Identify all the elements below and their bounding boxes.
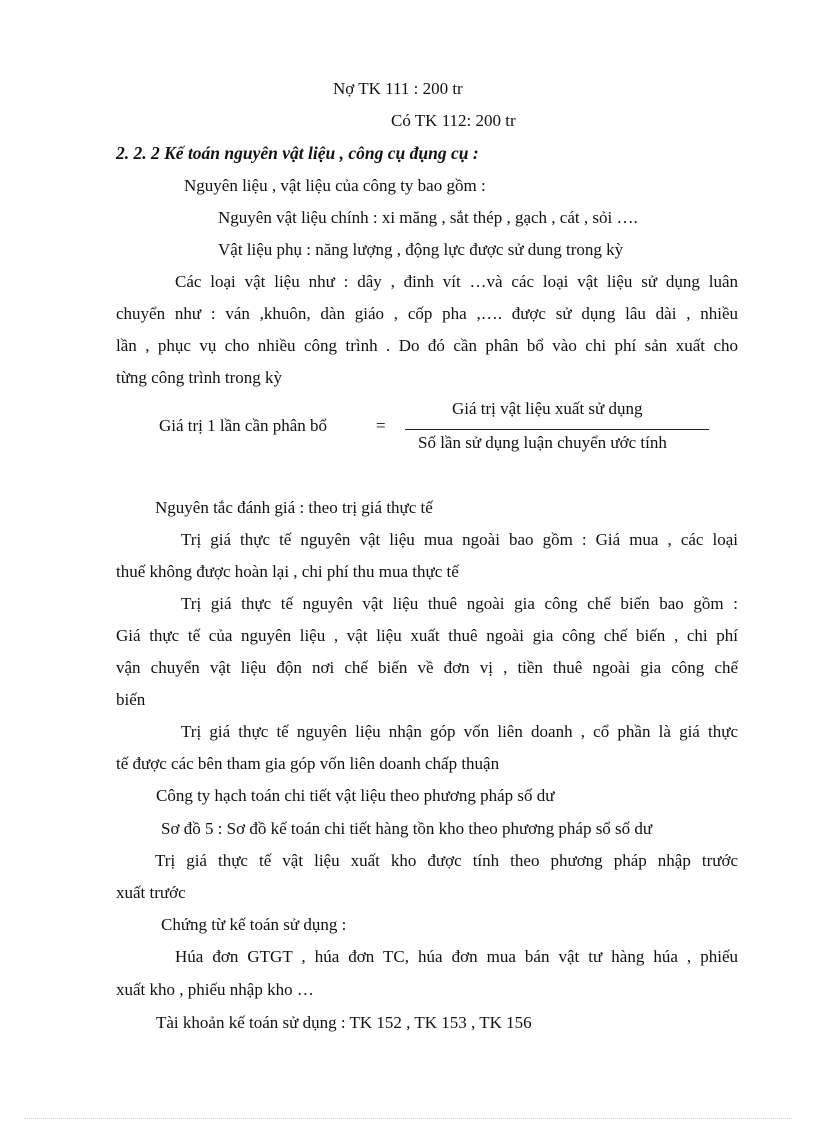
formula-denominator: Số lần sử dụng luận chuyển ước tính: [418, 433, 667, 452]
section-heading: 2. 2. 2 Kế toán nguyên vật liệu , công cụ đụng cụ :: [116, 143, 479, 163]
outsourced-line-1: Trị giá thực tế nguyên vật liệu thuê ngoài gia công chế biến bao gồm :: [181, 594, 738, 613]
page-bottom-divider: [24, 1118, 792, 1119]
method-line: Công ty hạch toán chi tiết vật liệu theo phương pháp số dư: [156, 786, 555, 805]
fifo-line-1: Trị giá thực tế vật liệu xuất kho được tính theo phương pháp nhập trước: [155, 851, 738, 870]
contributed-line-2: tế được các bên tham gia góp vốn liên doanh chấp thuận: [116, 754, 500, 773]
main-materials-line: Nguyên vật liệu chính : xi măng , sắt thép , gạch , cát , sỏi ….: [218, 208, 638, 227]
rotating-materials-line-2: chuyển như : ván ,khuôn, dàn giáo , cốp pha ,…. được sử dụng lâu dài , nhiều: [116, 304, 738, 323]
valuation-principle: Nguyên tắc đánh giá : theo trị giá thực tế: [155, 498, 433, 517]
fraction-bar: [405, 429, 709, 430]
purchased-line-1: Trị giá thực tế nguyên vật liệu mua ngoài bao gồm : Giá mua , các loại: [181, 530, 738, 549]
rotating-materials-line-3: lần , phục vụ cho nhiều công trình . Do đó cần phân bổ vào chi phí sản xuất cho: [116, 336, 738, 355]
formula-equals: =: [376, 416, 386, 435]
documents-heading: Chứng từ kế toán sử dụng :: [161, 915, 347, 934]
outsourced-line-2: Giá thực tế của nguyên liệu , vật liệu xuất thuê ngoài gia công chế biến , chi phí: [116, 626, 738, 645]
rotating-materials-line-1: Các loại vật liệu như : dây , đinh vít …và các loại vật liệu sử dụng luân: [175, 272, 738, 291]
formula-label: Giá trị 1 lần cần phân bổ: [159, 416, 328, 435]
outsourced-line-3: vận chuyển vật liệu độn nơi chế biến về đơn vị , tiền thuê ngoài gia công chế: [116, 658, 738, 677]
fifo-line-2: xuất trước: [116, 883, 186, 902]
credit-entry: Có TK 112: 200 tr: [391, 111, 516, 130]
purchased-line-2: thuế không được hoàn lại , chi phí thu mua thực tế: [116, 562, 459, 581]
outsourced-line-4: biến: [116, 690, 146, 709]
contributed-line-1: Trị giá thực tế nguyên liệu nhận góp vốn liên doanh , cổ phần là giá thực: [181, 722, 738, 741]
accounts-line: Tài khoản kế toán sử dụng : TK 152 , TK 153 , TK 156: [156, 1013, 532, 1032]
formula-numerator: Giá trị vật liệu xuất sử dụng: [452, 399, 643, 418]
documents-line-2: xuất kho , phiếu nhập kho …: [116, 980, 314, 999]
debit-entry: Nợ TK 111 : 200 tr: [333, 79, 463, 98]
materials-intro: Nguyên liệu , vật liệu của công ty bao gồm :: [184, 176, 486, 195]
rotating-materials-line-4: từng công trình trong kỳ: [116, 368, 282, 387]
aux-materials-line: Vật liệu phụ : năng lượng , động lực được sử dung trong kỳ: [218, 240, 624, 259]
documents-line-1: Húa đơn GTGT , húa đơn TC, húa đơn mua bán vật tư hàng húa , phiếu: [175, 947, 738, 966]
diagram-reference: Sơ đồ 5 : Sơ đồ kế toán chi tiết hàng tồn kho theo phương pháp sổ số dư: [161, 819, 653, 838]
